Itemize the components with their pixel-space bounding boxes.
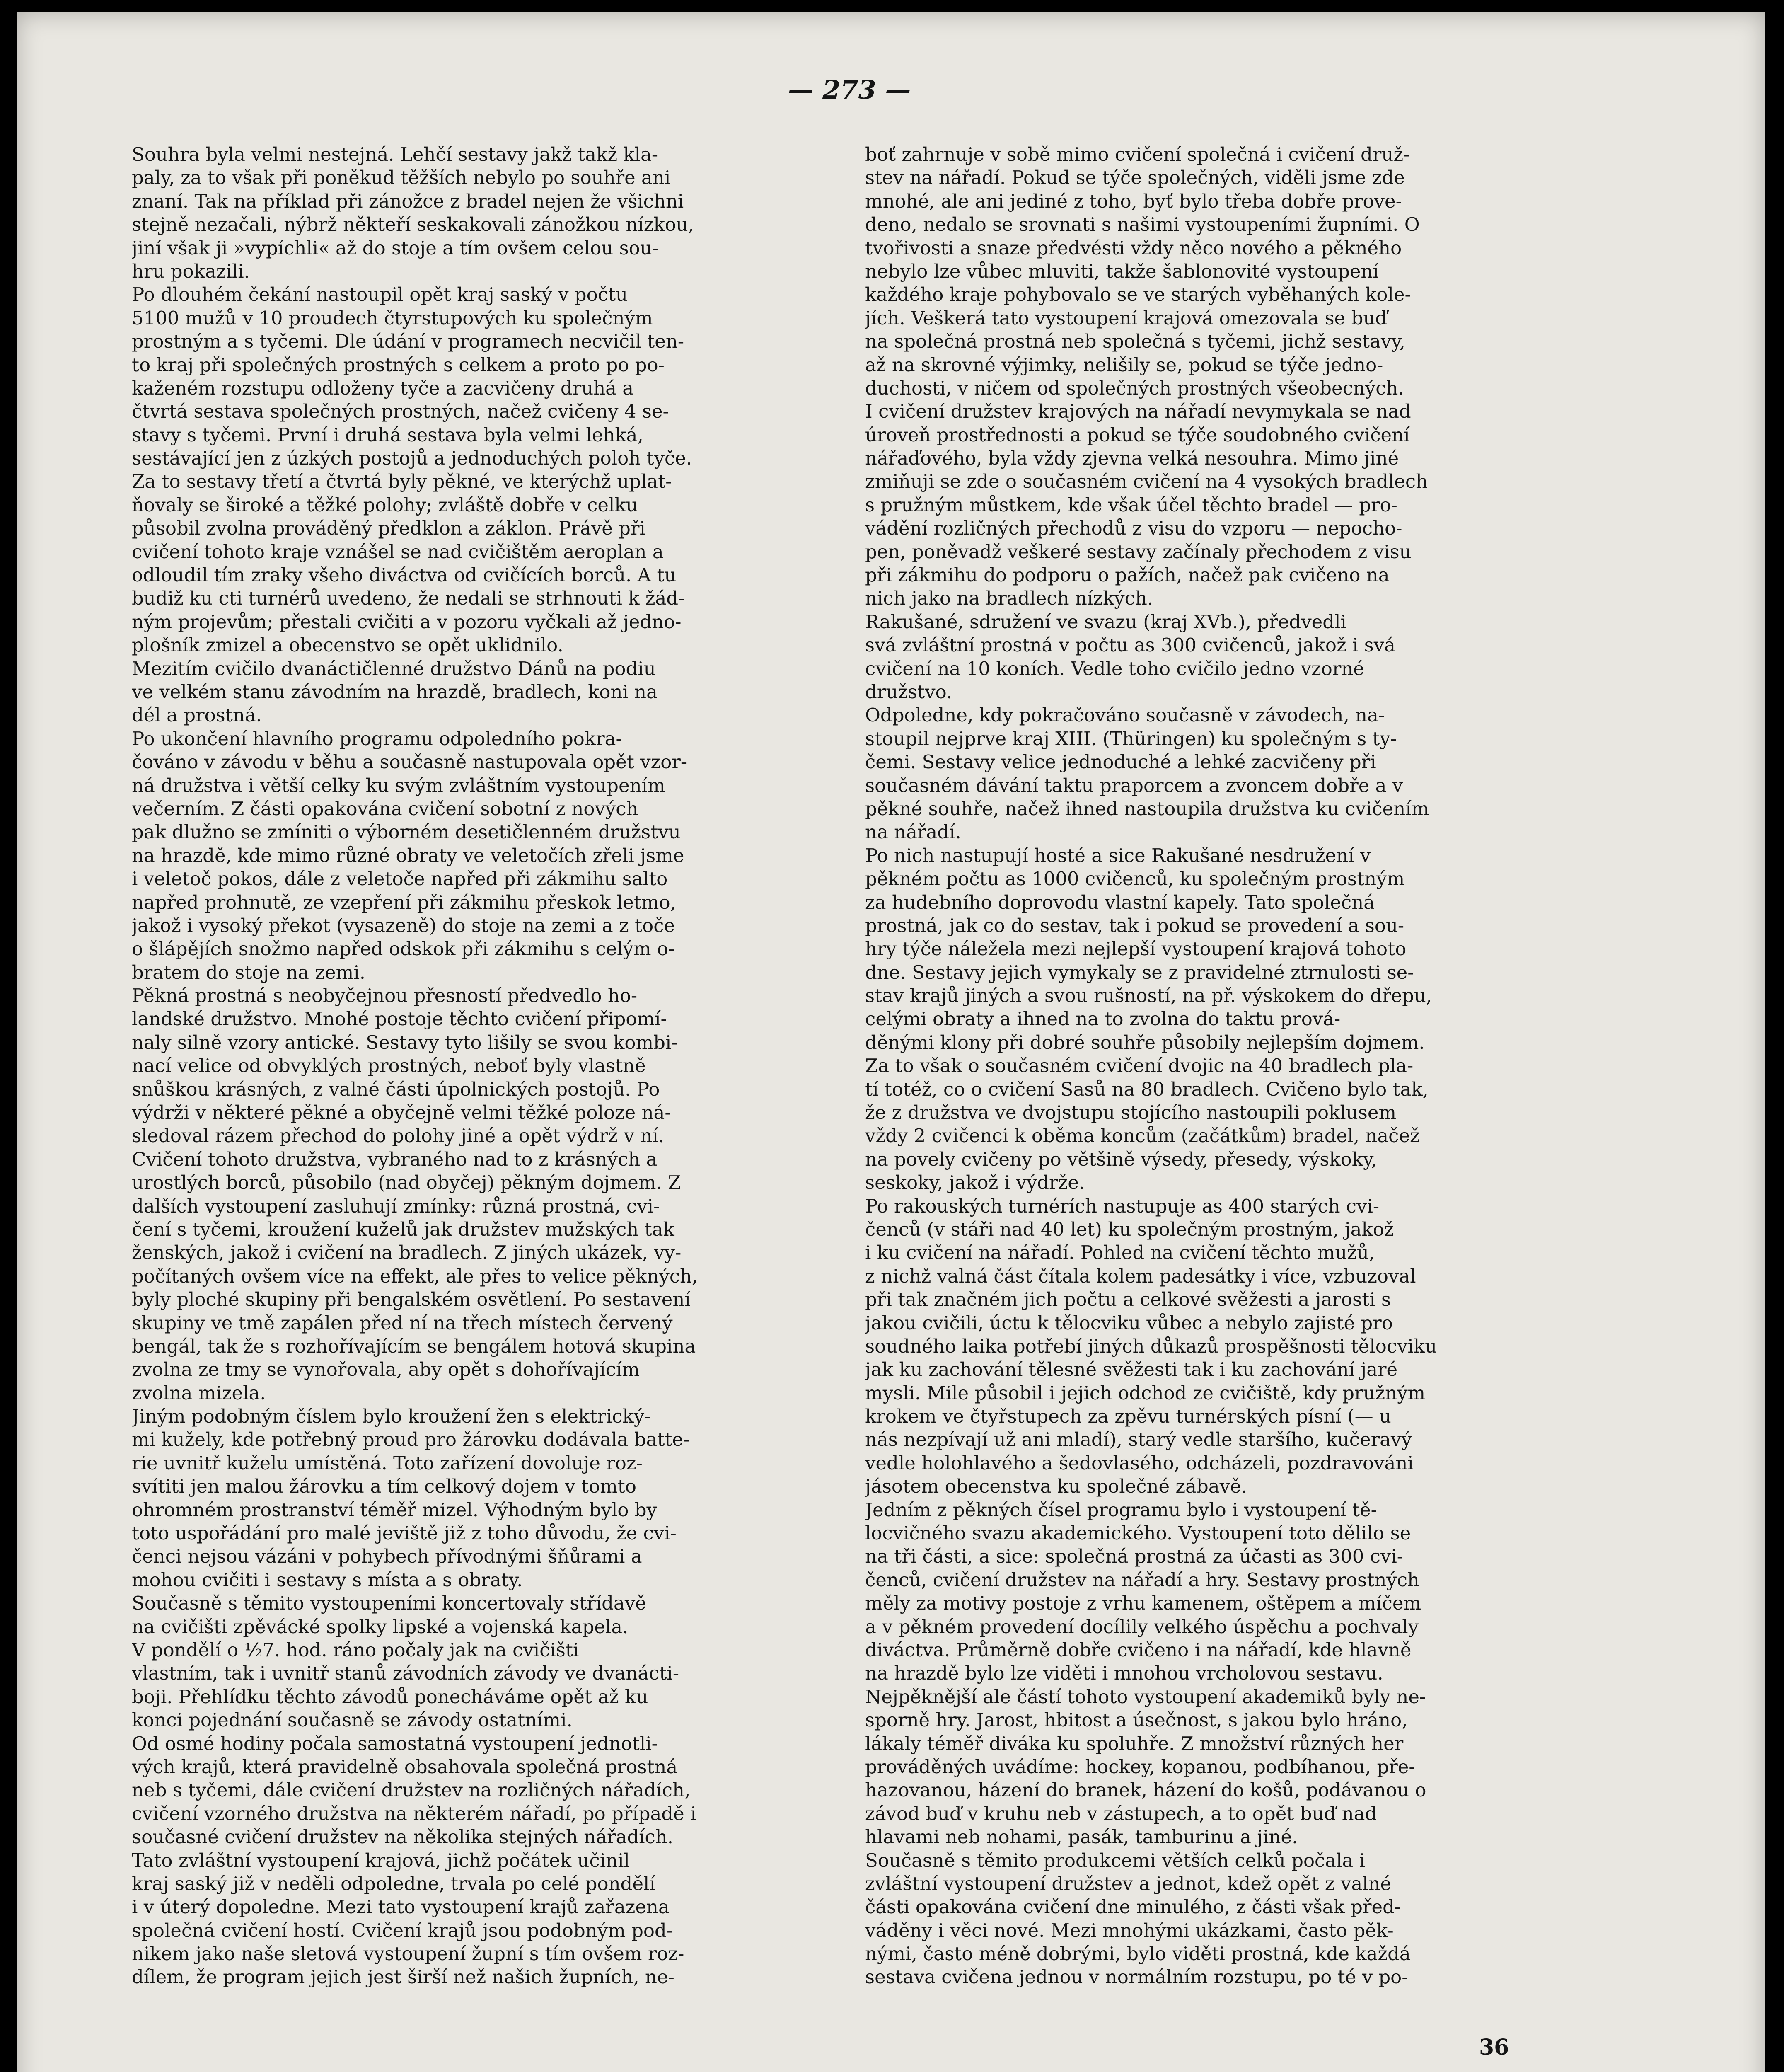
text-line: konci pojednání současně se závody ostatními. xyxy=(132,1709,573,1731)
text-line: Souhra byla velmi nestejná. Lehčí sestavy jakž takž kla- xyxy=(132,143,658,165)
text-line: společná cvičení hostí. Cvičení krajů jsou podobným pod- xyxy=(132,1919,673,1941)
text-line: jak ku zachování tělesné svěžesti tak i ku zachování jaré xyxy=(865,1358,1398,1381)
text-line: úroveň prostřednosti a pokud se týče soudobného cvičení xyxy=(865,424,1410,446)
text-line: boji. Přehlídku těchto závodů ponecháváme opět až ku xyxy=(132,1685,648,1708)
text-line: Po nich nastupují hosté a sice Rakušané nesdružení v xyxy=(865,844,1371,867)
text-line: stoupil nejprve kraj XIII. (Thüringen) ku společným s ty- xyxy=(865,727,1397,750)
text-line: Za to však o současném cvičení dvojic na 40 bradlech pla- xyxy=(865,1055,1414,1077)
text-line: mnohé, ale ani jediné z toho, byť bylo třeba dobře prove- xyxy=(865,190,1402,212)
text-line: Současně s těmito vystoupeními koncertovaly střídavě xyxy=(132,1592,646,1615)
text-line: bengál, tak že s rozhořívajícím se bengálem hotová skupina xyxy=(132,1335,696,1357)
text-line: mysli. Mile působil i jejich odchod ze cvičiště, kdy pružným xyxy=(865,1382,1426,1404)
text-line: vých krajů, která pravidelně obsahovala společná prostná xyxy=(132,1755,678,1778)
text-line: bratem do stoje na zemi. xyxy=(132,961,366,983)
text-line: i ku cvičení na nářadí. Pohled na cvičení těchto mužů, xyxy=(865,1242,1375,1264)
text-line: čení s tyčemi, kroužení kuželů jak družstev mužských tak xyxy=(132,1218,674,1240)
text-line: Po dlouhém čekání nastoupil opět kraj saský v počtu xyxy=(132,283,628,306)
right-text-column xyxy=(865,143,1561,1989)
text-line: na povely cvičeny po většině výsedy, přesedy, výskoky, xyxy=(865,1148,1377,1170)
text-line: pen, poněvadž veškeré sestavy začínaly přechodem z visu xyxy=(865,540,1412,563)
text-line: duchosti, v ničem od společných prostných všeobecných. xyxy=(865,377,1404,399)
text-line: krokem ve čtyřstupech za zpěvu turnérských písní (— u xyxy=(865,1405,1391,1428)
text-line: budiž ku cti turnérů uvedeno, že nedali se strhnouti k žád- xyxy=(132,587,685,610)
text-line: cvičení na 10 koních. Vedle toho cvičilo jedno vzorné xyxy=(865,657,1364,680)
text-line: prováděných uvádíme: hockey, kopanou, podbíhanou, pře- xyxy=(865,1755,1415,1778)
text-line: i veletoč pokos, dále z veletoče napřed při zákmihu salto xyxy=(132,868,668,890)
text-line: Mezitím cvičilo dvanáctičlenné družstvo Dánů na podiu xyxy=(132,657,656,680)
text-line: jích. Veškerá tato vystoupení krajová omezovala se buď xyxy=(865,307,1388,329)
text-line: Tato zvláštní vystoupení krajová, jichž počátek učinil xyxy=(132,1849,630,1871)
text-line: nebylo lze vůbec mluviti, takže šablonovité vystoupení xyxy=(865,260,1379,282)
text-line: čtvrtá sestava společných prostných, načež cvičeny 4 se- xyxy=(132,400,669,423)
text-line: svítiti jen malou žárovku a tím celkový dojem v tomto xyxy=(132,1475,636,1498)
text-line: ňovaly se široké a těžké polohy; zvláště dobře v celku xyxy=(132,494,638,516)
text-line: prostným a s tyčemi. Dle údání v programech necvičil ten- xyxy=(132,330,684,353)
text-line: měly za motivy postoje z vrhu kamenem, oštěpem a míčem xyxy=(865,1592,1421,1615)
text-line: I cvičení družstev krajových na nářadí nevymykala se nad xyxy=(865,400,1411,423)
text-line: sporně hry. Jarost, hbitost a úsečnost, s jakou bylo hráno, xyxy=(865,1709,1408,1731)
text-line: večerním. Z části opakována cvičení sobotní z nových xyxy=(132,797,638,820)
text-line: ženských, jakož i cvičení na bradlech. Z jiných ukázek, vy- xyxy=(132,1242,682,1264)
text-line: hru pokazili. xyxy=(132,260,250,282)
text-line: při tak značném jich počtu a celkové svěžesti a jarosti s xyxy=(865,1288,1391,1311)
page-number: — 273 — xyxy=(788,75,911,105)
text-line: vždy 2 cvičenci k oběma koncům (začátkům) bradel, načež xyxy=(865,1125,1420,1147)
text-line: Jedním z pěkných čísel programu bylo i vystoupení tě- xyxy=(865,1498,1377,1521)
text-line: to kraj při společných prostných s celkem a proto po po- xyxy=(132,353,665,376)
text-line: cvičení tohoto kraje vznášel se nad cvičištěm aeroplan a xyxy=(132,540,664,563)
text-line: o šlápějích snožmo napřed odskok při zákmihu s celým o- xyxy=(132,938,675,960)
text-line: zmiňuji se zde o současném cvičení na 4 vysokých bradlech xyxy=(865,470,1428,493)
text-line: cvičení vzorného družstva na některém nářadí, po případě i xyxy=(132,1802,696,1825)
text-line: jásotem obecenstva ku společné zábavě. xyxy=(865,1475,1247,1498)
text-line: byly ploché skupiny při bengalském osvětlení. Po sestavení xyxy=(132,1288,691,1311)
text-line: počítaných ovšem více na effekt, ale přes to velice pěkných, xyxy=(132,1265,698,1287)
text-line: Rakušané, sdružení ve svazu (kraj XVb.), předvedli xyxy=(865,610,1346,633)
text-line: a v pěkném provedení docílily velkého úspěchu a pochvaly xyxy=(865,1615,1419,1638)
text-line: výdrži v některé pěkné a obyčejně velmi těžké poloze ná- xyxy=(132,1101,671,1124)
text-line: zvolna mizela. xyxy=(132,1382,266,1404)
text-line: neb s tyčemi, dále cvičení družstev na rozličných nářadích, xyxy=(132,1779,691,1801)
text-line: nací velice od obvyklých prostných, neboť byly vlastně xyxy=(132,1055,646,1077)
text-line: ným projevům; přestali cvičiti a v pozoru vyčkali až jedno- xyxy=(132,610,682,633)
text-line: mohou cvičiti i sestavy s místa a s obraty. xyxy=(132,1569,523,1591)
text-line: jakož i vysoký překot (vysazeně) do stoje na zemi a z toče xyxy=(132,914,675,937)
text-line: vedle holohlavého a šedovlasého, odcházeli, pozdravováni xyxy=(865,1452,1414,1474)
text-line: kraj saský již v neděli odpoledne, trvala po celé pondělí xyxy=(132,1872,655,1895)
text-line: mi kužely, kde potřebný proud pro žárovku dodávala batte- xyxy=(132,1428,690,1451)
text-line: hlavami neb nohami, pasák, tamburinu a jiné. xyxy=(865,1826,1298,1848)
text-line: pak dlužno se zmíniti o výborném desetičlenném družstvu xyxy=(132,821,681,843)
text-line: dílem, že program jejich jest širší než našich župních, ne- xyxy=(132,1966,674,1988)
text-line: děnými klony při dobré souhře působily nejlepším dojmem. xyxy=(865,1031,1425,1053)
text-line: hazovanou, házení do branek, házení do košů, podávanou o xyxy=(865,1779,1426,1801)
text-line: zvolna ze tmy se vynořovala, aby opět s dohořívajícím xyxy=(132,1358,640,1381)
text-line: družstvo. xyxy=(865,680,952,703)
text-line: napřed prohnutě, ze vzepření při zákmihu přeskok letmo, xyxy=(132,891,676,913)
text-line: boť zahrnuje v sobě mimo cvičení společná i cvičení druž- xyxy=(865,143,1410,165)
text-line: za hudebního doprovodu vlastní kapely. Tato společná xyxy=(865,891,1375,913)
text-line: zvláštní vystoupení družstev a jednot, kdež opět z valné xyxy=(865,1872,1392,1895)
text-line: současném dávání taktu praporcem a zvoncem dobře a v xyxy=(865,774,1403,796)
text-line: prostná, jak co do sestav, tak i pokud se provedení a sou- xyxy=(865,914,1404,937)
text-line: pěkné souhře, načež ihned nastoupila družstva ku cvičením xyxy=(865,797,1429,820)
text-line: ohromném prostranství téměř mizel. Výhodným bylo by xyxy=(132,1498,657,1521)
text-line: i v úterý dopoledne. Mezi tato vystoupení krajů zařazena xyxy=(132,1896,670,1918)
text-line: čenců, cvičení družstev na nářadí a hry. Sestavy prostných xyxy=(865,1569,1419,1591)
text-line: dél a prostná. xyxy=(132,704,262,726)
text-line: s pružným můstkem, kde však účel těchto bradel — pro- xyxy=(865,494,1397,516)
text-line: až na skrovné výjimky, nelišily se, pokud se týče jedno- xyxy=(865,353,1383,376)
text-line: stejně nezačali, nýbrž někteří seskakovali zánožkou nízkou, xyxy=(132,213,694,236)
text-line: každého kraje pohybovalo se ve starých vyběhaných kole- xyxy=(865,283,1411,306)
text-line: toto uspořádání pro malé jeviště již z toho důvodu, že cvi- xyxy=(132,1522,677,1544)
text-line: ve velkém stanu závodním na hrazdě, bradlech, koni na xyxy=(132,680,658,703)
text-line: deno, nedalo se srovnati s našimi vystoupeními župními. O xyxy=(865,213,1420,236)
text-line: diváctva. Průměrně dobře cvičeno i na nářadí, kde hlavně xyxy=(865,1639,1412,1661)
text-line: naly silně vzory antické. Sestavy tyto lišily se svou kombi- xyxy=(132,1031,678,1053)
text-line: soudného laika potřebí jiných důkazů prospěšnosti tělocviku xyxy=(865,1335,1437,1357)
text-line: na hrazdě bylo lze viděti i mnohou vrcholovou sestavu. xyxy=(865,1662,1383,1685)
text-line: nými, často méně dobrými, bylo viděti prostná, kde každá xyxy=(865,1943,1411,1965)
text-line: stav krajů jiných a svou rušností, na př. výskokem do dřepu, xyxy=(865,985,1432,1007)
text-line: ná družstva i větší celky ku svým zvláštním vystoupením xyxy=(132,774,665,796)
text-line: Pěkná prostná s neobyčejnou přesností předvedlo ho- xyxy=(132,985,638,1007)
text-line: seskoky, jakož i výdrže. xyxy=(865,1172,1085,1194)
text-line: Jiným podobným číslem bylo kroužení žen s elektrický- xyxy=(132,1405,651,1428)
text-line: 5100 mužů v 10 proudech čtyrstupových ku společným xyxy=(132,307,653,329)
text-line: stavy s tyčemi. První i druhá sestava byla velmi lehká, xyxy=(132,424,643,446)
text-line: na společná prostná neb společná s tyčemi, jichž sestavy, xyxy=(865,330,1406,353)
text-line: paly, za to však při poněkud těžších nebylo po souhře ani xyxy=(132,167,671,189)
text-line: na tři části, a sice: společná prostná za účasti as 300 cvi- xyxy=(865,1545,1403,1568)
text-line: současné cvičení družstev na několika stejných nářadích. xyxy=(132,1826,674,1848)
text-line: že z družstva ve dvojstupu stojícího nastoupili poklusem xyxy=(865,1101,1397,1124)
text-line: Nejpěknější ale částí tohoto vystoupení akademiků byly ne- xyxy=(865,1685,1426,1708)
text-line: při zákmihu do podporu o pažích, načež pak cvičeno na xyxy=(865,564,1390,586)
text-line: Za to sestavy třetí a čtvrtá byly pěkné, ve kterýchž uplat- xyxy=(132,470,672,493)
text-line: snůškou krásných, z valné části úpolnických postojů. Po xyxy=(132,1078,660,1100)
text-line: nářaďového, byla vždy zjevna velká nesouhra. Mimo jiné xyxy=(865,447,1399,470)
text-line: Po ukončení hlavního programu odpoledního pokra- xyxy=(132,727,622,750)
text-line: urostlých borců, působilo (nad obyčej) pěkným dojmem. Z xyxy=(132,1172,681,1194)
text-line: na hrazdě, kde mimo různé obraty ve veletočích zřeli jsme xyxy=(132,844,684,867)
text-line: nikem jako naše sletová vystoupení župní s tím ovšem roz- xyxy=(132,1943,684,1965)
text-line: Odpoledne, kdy pokračováno současně v závodech, na- xyxy=(865,704,1385,726)
sheet-signature-number: 36 xyxy=(1479,2035,1509,2060)
text-line: Cvičení tohoto družstva, vybraného nad to z krásných a xyxy=(132,1148,658,1170)
text-line: V pondělí o ½7. hod. ráno počaly jak na cvičišti xyxy=(132,1639,579,1661)
text-line: čemi. Sestavy velice jednoduché a lehké zacvičeny při xyxy=(865,751,1376,773)
text-line: hry týče náležela mezi nejlepší vystoupení krajová tohoto xyxy=(865,938,1407,960)
text-line: čováno v závodu v běhu a současně nastupovala opět vzor- xyxy=(132,751,687,773)
text-line: lákaly téměř diváka ku spoluhře. Z množství různých her xyxy=(865,1732,1404,1755)
text-line: na nářadí. xyxy=(865,821,961,843)
text-line: z nichž valná část čítala kolem padesátky i více, vzbuzoval xyxy=(865,1265,1416,1287)
text-line: znaní. Tak na příklad při zánožce z bradel nejen že všichni xyxy=(132,190,684,212)
text-line: na cvičišti zpěvácké spolky lipské a vojenská kapela. xyxy=(132,1615,629,1638)
text-line: dalších vystoupení zasluhují zmínky: různá prostná, cvi- xyxy=(132,1195,660,1217)
text-line: stev na nářadí. Pokud se týče společných, viděli jsme zde xyxy=(865,167,1405,189)
text-line: svá zvláštní prostná v počtu as 300 cvičenců, jakož i svá xyxy=(865,634,1395,656)
text-line: sledoval rázem přechod do polohy jiné a opět výdrž v ní. xyxy=(132,1125,665,1147)
text-line: kaženém rozstupu odloženy tyče a zacvičeny druhá a xyxy=(132,377,634,399)
text-line: nich jako na bradlech nízkých. xyxy=(865,587,1153,610)
text-line: působil zvolna prováděný předklon a záklon. Právě při xyxy=(132,517,645,540)
text-line: plošník zmizel a obecenstvo se opět uklidnilo. xyxy=(132,634,563,656)
text-line: tí totéž, co o cvičení Sasů na 80 bradlech. Cvičeno bylo tak, xyxy=(865,1078,1429,1100)
text-line: Současně s těmito produkcemi větších celků počala i xyxy=(865,1849,1366,1871)
text-line: Po rakouských turnérích nastupuje as 400 starých cvi- xyxy=(865,1195,1380,1217)
text-line: tvořivosti a snaze předvésti vždy něco nového a pěkného xyxy=(865,237,1402,259)
text-line: jakou cvičili, úctu k tělocviku vůbec a nebylo zajisté pro xyxy=(865,1312,1393,1334)
text-line: jiní však ji »vypíchli« až do stoje a tím ovšem celou sou- xyxy=(132,237,658,259)
text-line: celými obraty a ihned na to zvolna do taktu prová- xyxy=(865,1008,1341,1030)
left-text-column xyxy=(132,143,828,1989)
text-line: skupiny ve tmě zapálen před ní na třech místech červený xyxy=(132,1312,673,1334)
text-line: čenců (v stáři nad 40 let) ku společným prostným, jakož xyxy=(865,1218,1394,1240)
text-line: sestávající jen z úzkých postojů a jednoduchých poloh tyče. xyxy=(132,447,692,470)
text-line: sestava cvičena jednou v normálním rozstupu, po té v po- xyxy=(865,1966,1408,1988)
text-line: vádění rozličných přechodů z visu do vzporu — nepocho- xyxy=(865,517,1402,540)
text-line: Od osmé hodiny počala samostatná vystoupení jednotli- xyxy=(132,1732,658,1755)
text-line: locvičného svazu akademického. Vystoupení toto dělilo se xyxy=(865,1522,1411,1544)
text-line: nás nezpívají už ani mladí), starý vedle staršího, kučeravý xyxy=(865,1428,1412,1451)
text-line: váděny i věci nové. Mezi mnohými ukázkami, často pěk- xyxy=(865,1919,1394,1941)
text-line: dne. Sestavy jejich vymykaly se z pravidelné ztrnulosti se- xyxy=(865,961,1414,983)
text-line: odloudil tím zraky všeho diváctva od cvičících borců. A tu xyxy=(132,564,677,586)
text-line: části opakována cvičení dne minulého, z části však před- xyxy=(865,1896,1401,1918)
text-line: rie uvnitř kuželu umístěná. Toto zařízení dovoluje roz- xyxy=(132,1452,643,1474)
text-line: čenci nejsou vázáni v pohybech přívodnými šňůrami a xyxy=(132,1545,642,1568)
text-line: pěkném počtu as 1000 cvičenců, ku společným prostným xyxy=(865,868,1405,890)
text-line: závod buď v kruhu neb v zástupech, a to opět buď nad xyxy=(865,1802,1377,1825)
text-line: vlastním, tak i uvnitř stanů závodních závody ve dvanácti- xyxy=(132,1662,679,1685)
text-line: landské družstvo. Mnohé postoje těchto cvičení připomí- xyxy=(132,1008,667,1030)
